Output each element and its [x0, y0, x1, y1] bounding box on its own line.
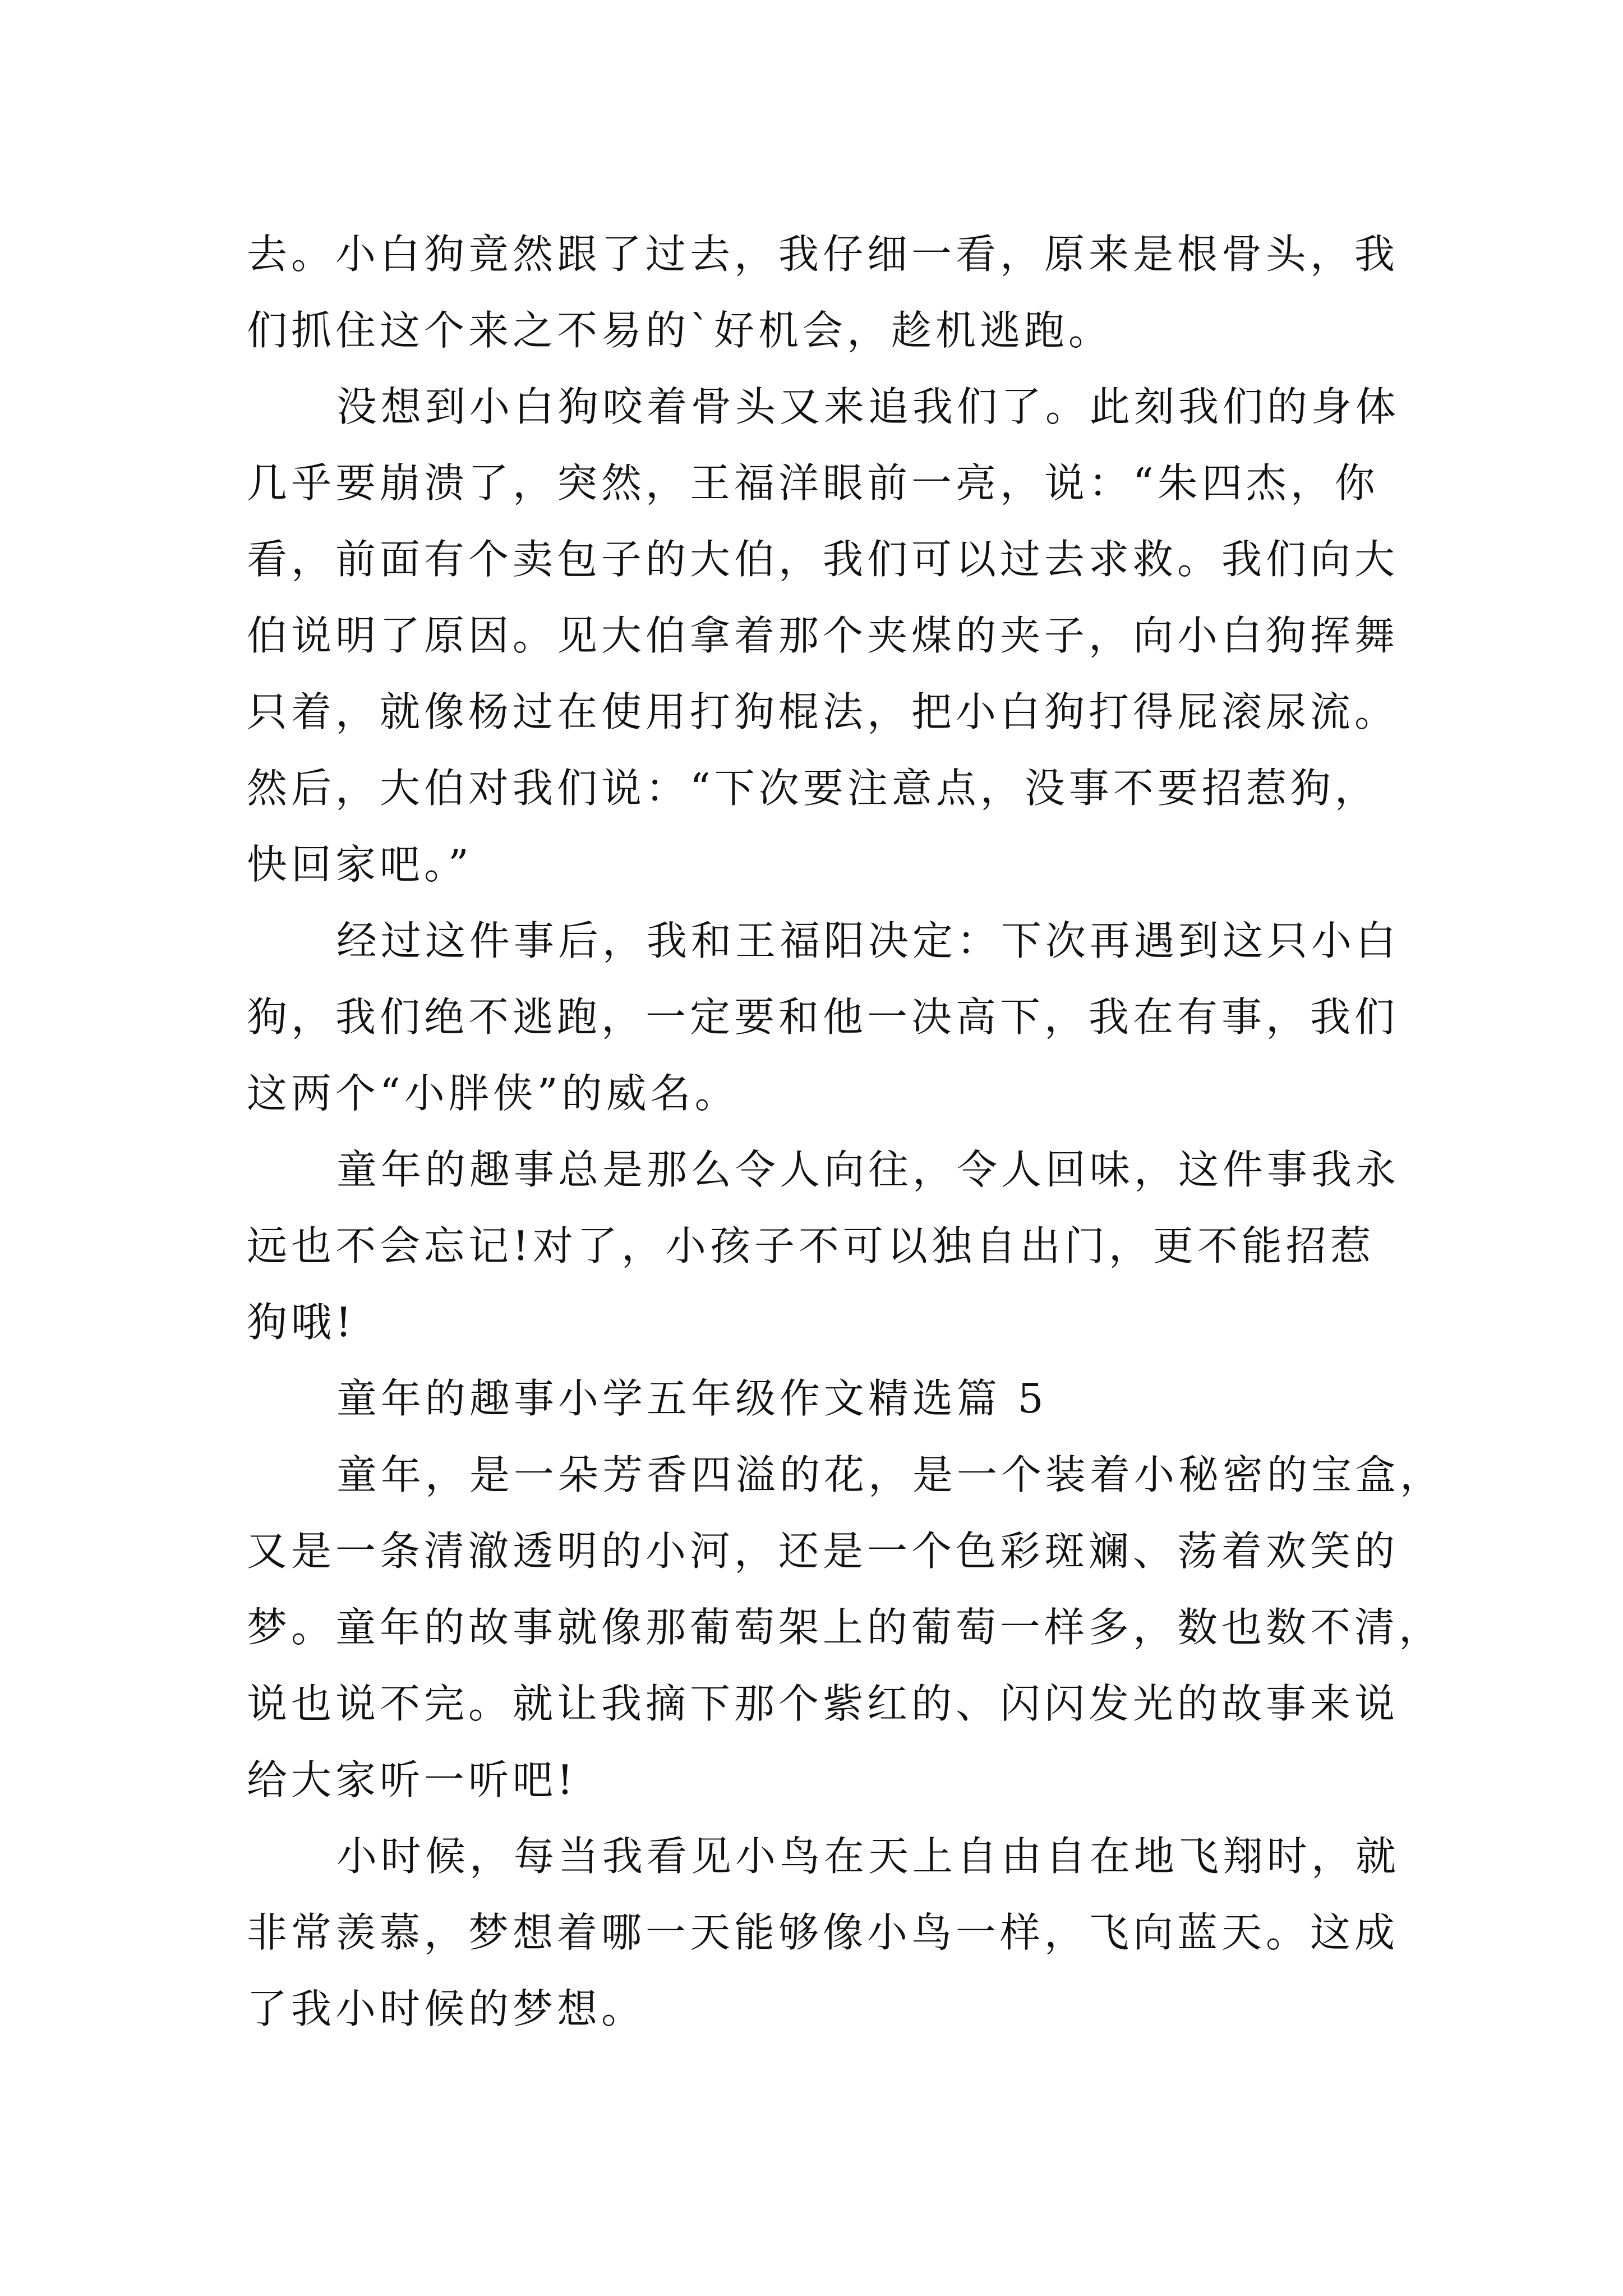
text-line: 给大家听一听吧!	[247, 1756, 577, 1803]
text-line: 说也说不完。就让我摘下那个紫红的、闪闪发光的故事来说	[247, 1680, 1399, 1727]
text-line: 这两个“小胖侠”的威名。	[247, 1070, 739, 1117]
text-line: 快回家吧。”	[247, 841, 473, 888]
text-line: 只着，就像杨过在使用打狗棍法，把小白狗打得屁滚尿流。	[247, 688, 1399, 735]
text-line: 狗哦!	[247, 1299, 356, 1346]
document-body	[247, 216, 1445, 2047]
text-line: 去。小白狗竟然跟了过去，我仔细一看，原来是根骨头，我	[247, 231, 1399, 278]
text-line: 们抓住这个来之不易的`好机会，趁机逃跑。	[247, 307, 1113, 354]
text-line: 童年，是一朵芳香四溢的花，是一个装着小秘密的宝盒，	[336, 1451, 1445, 1498]
text-line: 没想到小白狗咬着骨头又来追我们了。此刻我们的身体	[336, 383, 1400, 430]
text-line: 童年的趣事总是那么令人向往，令人回味，这件事我永	[336, 1146, 1400, 1193]
text-line: 又是一条清澈透明的小河，还是一个色彩斑斓、荡着欢笑的	[247, 1527, 1399, 1575]
text-line: 几乎要崩溃了，突然，王福洋眼前一亮，说：“朱四杰，你	[247, 459, 1379, 507]
text-line: 非常羡慕，梦想着哪一天能够像小鸟一样，飞向蓝天。这成	[247, 1909, 1399, 1956]
text-line: 狗，我们绝不逃跑，一定要和他一决高下，我在有事，我们	[247, 993, 1399, 1041]
text-line: 经过这件事后，我和王福阳决定：下次再遇到这只小白	[336, 917, 1400, 964]
text-line: 梦。童年的故事就像那葡萄架上的葡萄一样多，数也数不清，	[247, 1604, 1444, 1651]
text-line: 了我小时候的梦想。	[247, 1985, 646, 2032]
text-line: 看，前面有个卖包子的大伯，我们可以过去求救。我们向大	[247, 536, 1399, 583]
text-line: 小时候，每当我看见小鸟在天上自由自在地飞翔时，就	[336, 1833, 1400, 1880]
section-heading: 童年的趣事小学五年级作文精选篇 5	[336, 1375, 1048, 1422]
text-line: 然后，大伯对我们说：“下次要注意点，没事不要招惹狗，	[247, 765, 1379, 812]
text-line: 伯说明了原因。见大伯拿着那个夹煤的夹子，向小白狗挥舞	[247, 612, 1399, 659]
text-line: 远也不会忘记!对了，小孩子不可以独自出门，更不能招惹	[247, 1222, 1375, 1269]
